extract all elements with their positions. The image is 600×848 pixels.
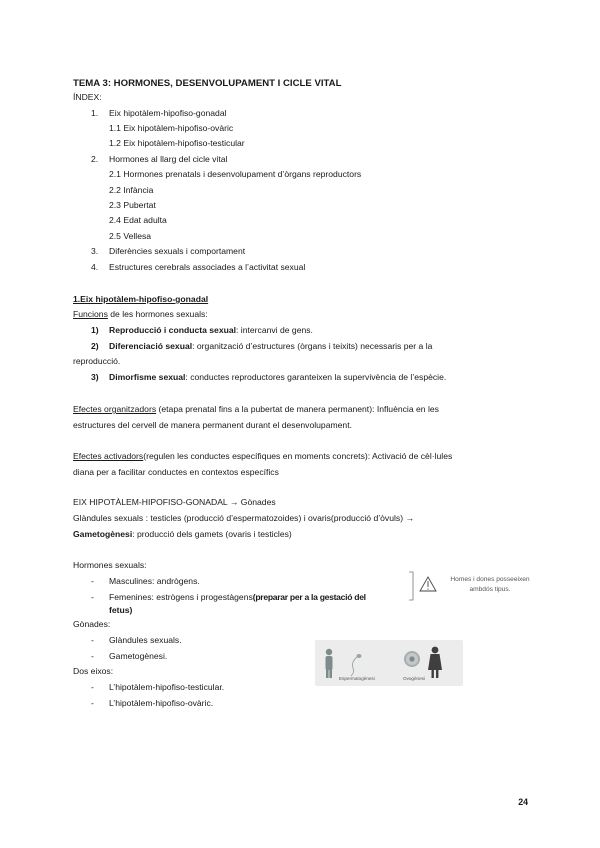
- function-rest: : intercanvi de gens.: [236, 325, 313, 335]
- list-dash: -: [91, 651, 94, 661]
- index-item: 2.3 Pubertat: [109, 200, 156, 210]
- index-item: 2.2 Infància: [109, 185, 154, 195]
- list-item-bold: (preparar per a la gestació del: [252, 592, 366, 602]
- function-bold: Diferenciació sexual: [109, 341, 193, 351]
- index-item: Diferències sexuals i comportament: [109, 246, 246, 256]
- functions-intro: [73, 309, 208, 320]
- function-bold: Dimorfisme sexual: [109, 372, 186, 382]
- list-item: Glàndules sexuals.: [109, 635, 182, 645]
- list-dash: -: [91, 698, 94, 708]
- list-item: L’hipotàlem-hipofiso-ovàric.: [109, 698, 214, 708]
- axis-title: EIX HIPOTÀLEM-HIPOFISO-GONADAL: [73, 497, 228, 507]
- page-title: TEMA 3: HORMONES, DESENVOLUPAMENT I CICLE VITAL: [73, 78, 342, 89]
- organizing-label: Efectes organitzadors: [73, 404, 157, 414]
- section-heading: 1.Eix hipotàlem-hipofiso-gonadal: [73, 294, 209, 304]
- index-num: 3.: [91, 246, 99, 256]
- gametogenesis-bold: Gametogènesi: [73, 529, 133, 539]
- gametogenesis-illustration: [315, 640, 463, 686]
- list-item: [109, 592, 366, 603]
- index-item: 1.1 Eix hipotàlem-hipofiso-ovàric: [109, 123, 234, 133]
- function-num: 1): [91, 325, 99, 335]
- bracket-warning-icon: [407, 570, 445, 602]
- activating-label: Efectes activadors: [73, 451, 144, 461]
- index-item: Eix hipotàlem-hipofiso-gonadal: [109, 108, 227, 118]
- gonads-heading: Gònades:: [73, 619, 111, 629]
- list-dash: -: [91, 576, 94, 586]
- index-item: 1.2 Eix hipotàlem-hipofiso-testicular: [109, 138, 245, 148]
- function-rest: : organització d’estructures (òrgans i teixits) necessaris per a la: [192, 341, 433, 351]
- list-dash: -: [91, 635, 94, 645]
- axes-heading: Dos eixos:: [73, 666, 114, 676]
- activating-text-cont: diana per a facilitar conductes en contextos específics: [73, 467, 279, 477]
- index-num: 4.: [91, 262, 99, 272]
- side-note: [407, 570, 537, 602]
- index-item: Hormones al llarg del cicle vital: [109, 154, 228, 164]
- function-num: 3): [91, 372, 99, 382]
- list-dash: -: [91, 592, 94, 602]
- index-num: 2.: [91, 154, 99, 164]
- function-rest: : conductes reproductores garanteixen la supervivència de l’espècie.: [185, 372, 447, 382]
- people-gametes-icon: [315, 640, 463, 686]
- hormones-heading: Hormones sexuals:: [73, 560, 147, 570]
- list-item-bold-cont: fetus): [109, 605, 133, 615]
- axis-line: [73, 497, 276, 508]
- index-item: 2.1 Hormones prenatals i desenvolupament d’òrgans reproductors: [109, 169, 362, 179]
- functions-label: Funcions: [73, 309, 108, 319]
- activating-text: (regulen les conductes específiques en moments concrets): Activació de cèl·lules: [143, 451, 453, 461]
- function-item: [109, 325, 313, 336]
- illustration-label-right: Ovogènesi: [403, 676, 425, 681]
- glands-line: Glàndules sexuals : testicles (producció d’espermatozoides) i ovaris(producció d’òvuls) →: [73, 513, 415, 523]
- organizing-text: (etapa prenatal fins a la pubertat de manera permanent): Influència en les: [156, 404, 439, 414]
- function-item: [109, 372, 446, 383]
- list-item: Masculines: andrògens.: [109, 576, 200, 586]
- gametogenesis-line: [73, 529, 292, 540]
- index-item: 2.4 Edat adulta: [109, 215, 167, 225]
- page-number: 24: [518, 797, 528, 807]
- axis-arrow: → Gònades: [227, 497, 276, 507]
- functions-rest: de les hormones sexuals:: [107, 309, 208, 319]
- index-num: 1.: [91, 108, 99, 118]
- index-item: 2.5 Vellesa: [109, 231, 152, 241]
- list-item: Gametogènesi.: [109, 651, 168, 661]
- list-dash: -: [91, 682, 94, 692]
- organizing-effects: [73, 404, 439, 415]
- list-item-text: Femenines: estrògens i progestàgens: [109, 592, 253, 602]
- function-item: [109, 341, 432, 352]
- illustration-label-left: Espermatogènesi: [339, 676, 375, 681]
- organizing-text-cont: estructures del cervell de manera permanent durant el desenvolupament.: [73, 420, 352, 430]
- activating-effects: [73, 451, 452, 462]
- function-item-cont: reproducció.: [73, 356, 121, 366]
- index-item: Estructures cerebrals associades a l’activitat sexual: [109, 262, 306, 272]
- index-heading: ÍNDEX:: [73, 92, 102, 102]
- list-item: L’hipotàlem-hipofiso-testicular.: [109, 682, 225, 692]
- function-bold: Reproducció i conducta sexual: [109, 325, 237, 335]
- gametogenesis-rest: : producció dels gamets (ovaris i testicles): [132, 529, 292, 539]
- side-note-text: Homes i dones posseeixen ambdós tipus.: [450, 576, 530, 593]
- function-num: 2): [91, 341, 99, 351]
